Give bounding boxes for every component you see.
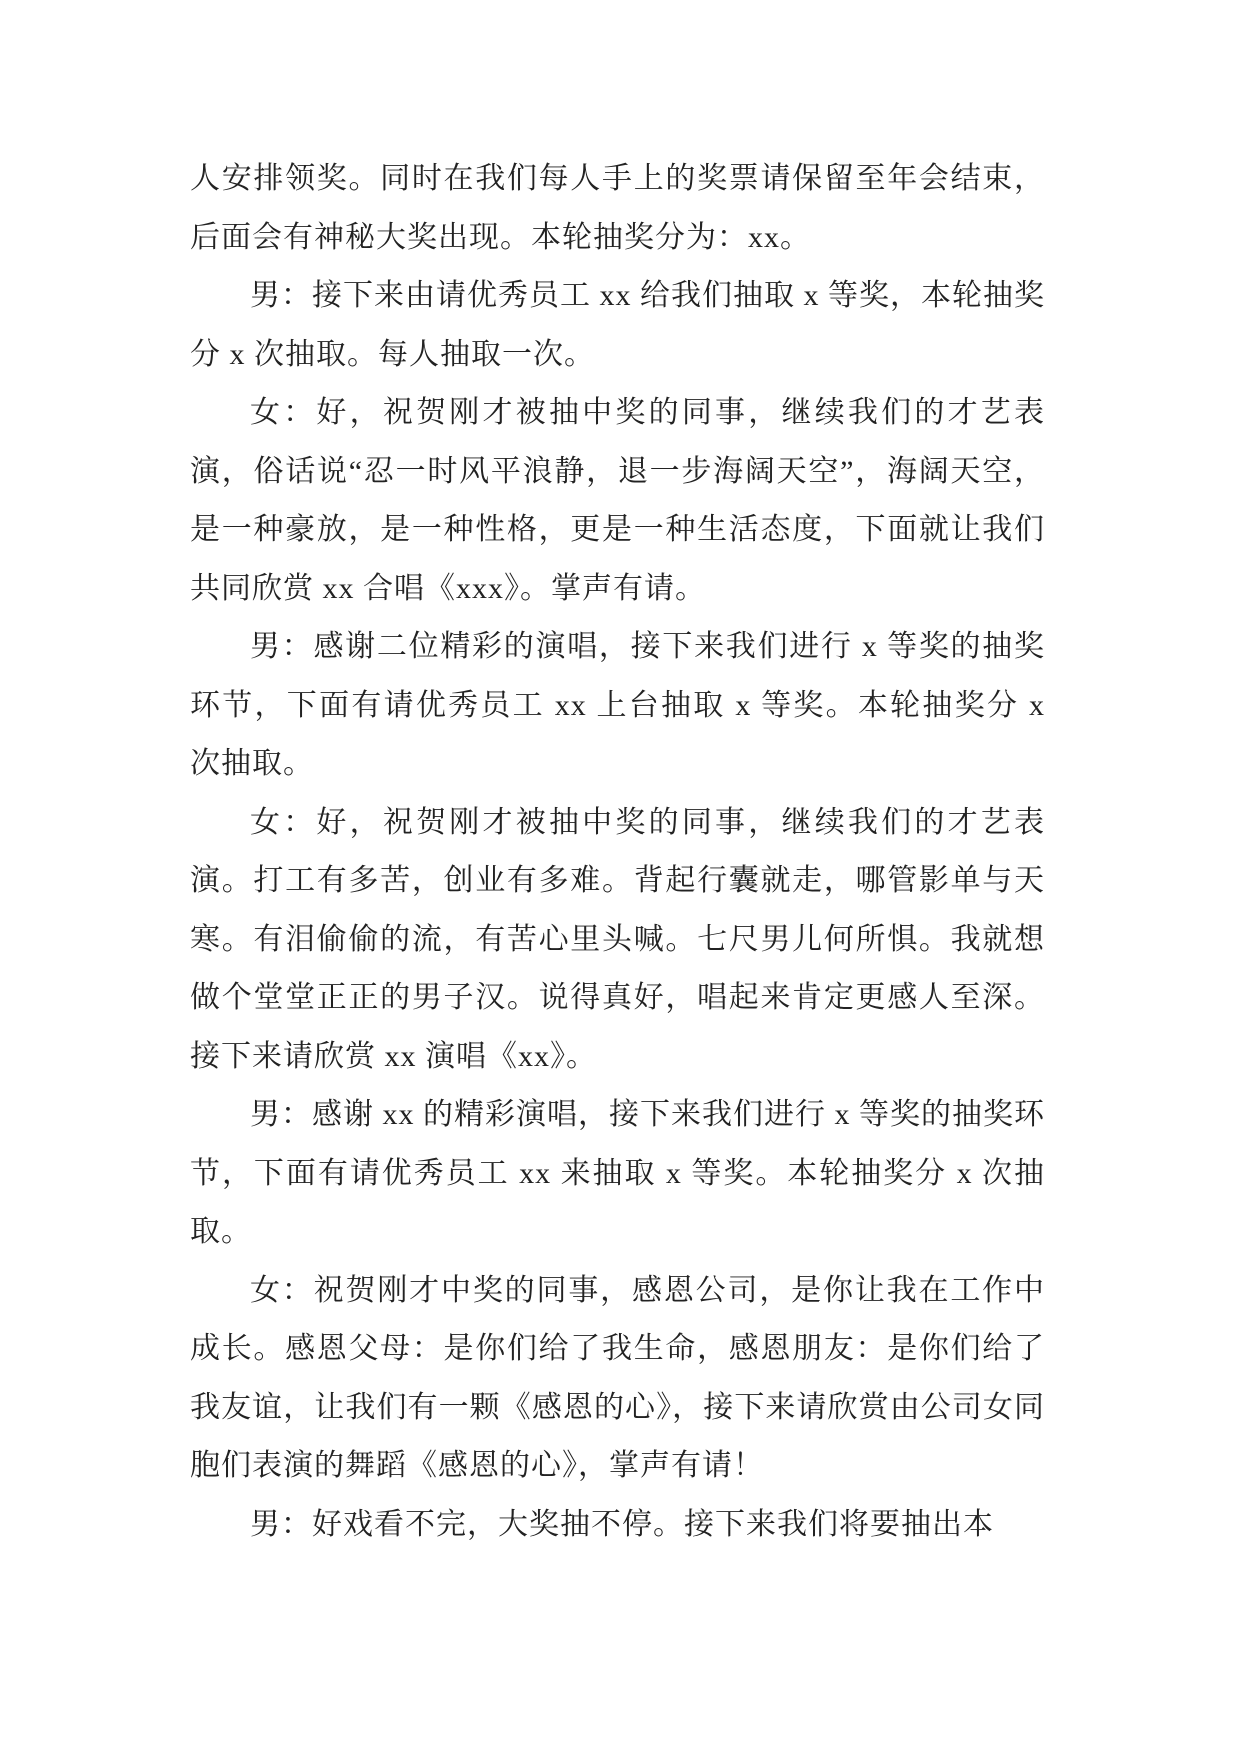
paragraph-male-host-4: 男：好戏看不完，大奖抽不停。接下来我们将要抽出本 <box>250 1507 994 1541</box>
paragraph-male-host-1: 男：接下来由请优秀员工 xx 给我们抽取 x 等奖，本轮抽奖分 x 次抽取。每人抽取一次。 <box>190 279 1045 371</box>
paragraph-male-host-2: 男：感谢二位精彩的演唱，接下来我们进行 x 等奖的抽奖环节，下面有请优秀员工 xx 上台抽取 x 等奖。本轮抽奖分 x 次抽取。 <box>190 630 1045 780</box>
paragraph-female-host-3: 女：祝贺刚才中奖的同事，感恩公司，是你让我在工作中成长。感恩父母：是你们给了我生命，感恩朋友：是你们给了我友谊，让我们有一颗《感恩的心》，接下来请欣赏由公司女同胞们表演的舞蹈《感恩的心》，掌声有请！ <box>190 1273 1045 1482</box>
document-body <box>190 150 1045 1554</box>
paragraph-continuation: 人安排领奖。同时在我们每人手上的奖票请保留至年会结束，后面会有神秘大奖出现。本轮抽奖分为：xx。 <box>190 162 1045 254</box>
paragraph-female-host-1: 女：好，祝贺刚才被抽中奖的同事，继续我们的才艺表演，俗话说“忍一时风平浪静，退一步海阔天空”，海阔天空，是一种豪放，是一种性格，更是一种生活态度，下面就让我们共同欣赏 xx 合唱《xxx》。掌声有请。 <box>190 396 1045 605</box>
paragraph-male-host-3: 男：感谢 xx 的精彩演唱，接下来我们进行 x 等奖的抽奖环节，下面有请优秀员工 xx 来抽取 x 等奖。本轮抽奖分 x 次抽取。 <box>190 1098 1045 1248</box>
paragraph-female-host-2: 女：好，祝贺刚才被抽中奖的同事，继续我们的才艺表演。打工有多苦，创业有多难。背起行囊就走，哪管影单与天寒。有泪偷偷的流，有苦心里头喊。七尺男儿何所惧。我就想做个堂堂正正的男子汉。说得真好，唱起来肯定更感人至深。接下来请欣赏 xx 演唱《xx》。 <box>190 805 1045 1073</box>
